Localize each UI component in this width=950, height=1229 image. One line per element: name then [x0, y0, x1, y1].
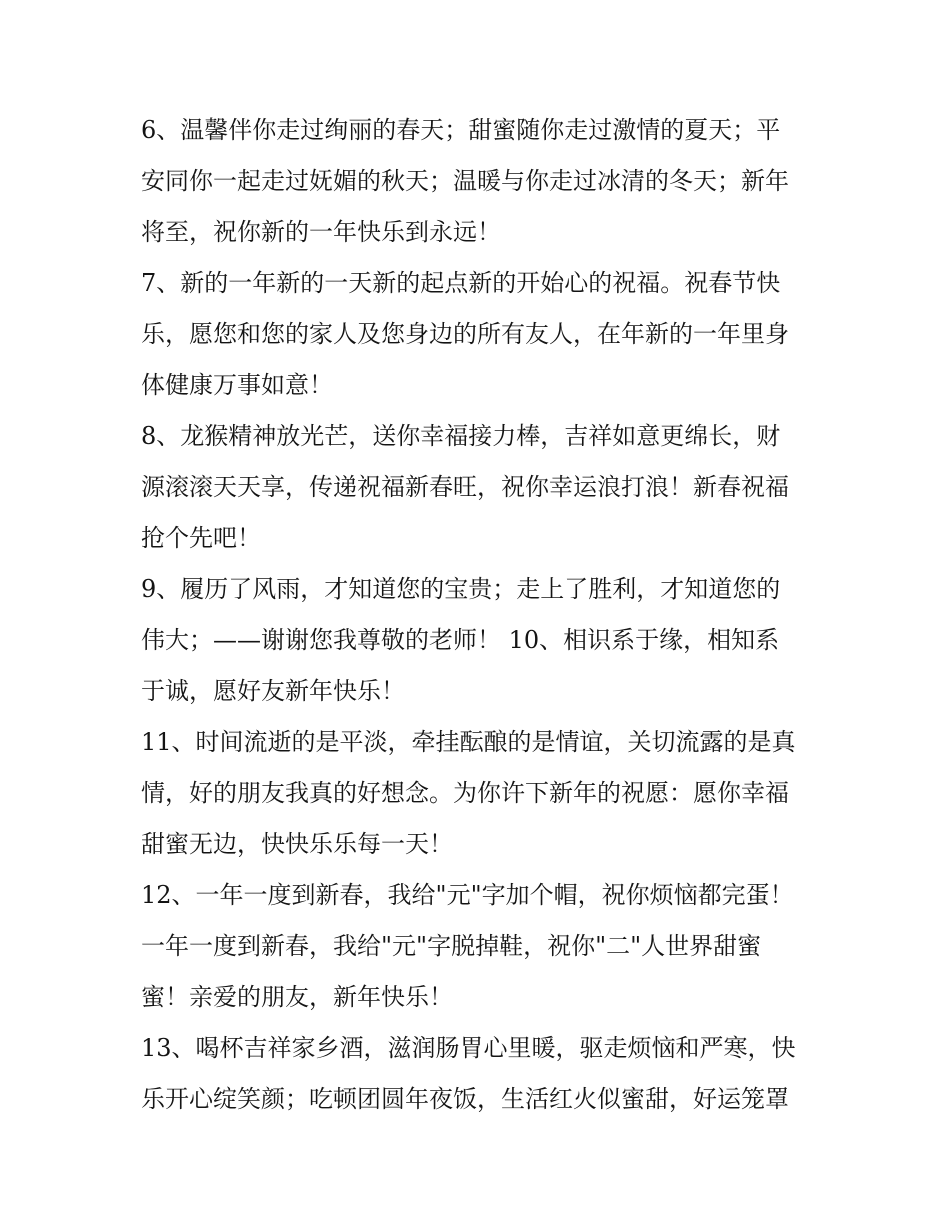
text-line: 9、履历了风雨，才知道您的宝贵；走上了胜利，才知道您的 — [141, 575, 781, 603]
text-line: 蜜！亲爱的朋友，新年快乐！ — [141, 983, 453, 1011]
text-line: 6、温馨伴你走过绚丽的春天；甜蜜随你走过激情的夏天；平 — [141, 116, 781, 144]
paragraph-6 — [141, 105, 817, 258]
text-line: 乐，愿您和您的家人及您身边的所有友人，在年新的一年里身 — [141, 320, 789, 348]
text-line: 安同你一起走过妩媚的秋天；温暖与你走过冰清的冬天；新年 — [141, 167, 789, 195]
text-line: 甜蜜无边，快快乐乐每一天！ — [141, 830, 453, 858]
text-line: 13、喝杯吉祥家乡酒，滋润肠胃心里暖，驱走烦恼和严寒，快 — [141, 1034, 796, 1062]
paragraph-11 — [141, 717, 817, 870]
text-line: 12、一年一度到新春，我给"元"字加个帽，祝你烦恼都完蛋！ — [141, 881, 794, 909]
text-line: 伟大；——谢谢您我尊敬的老师！ 10、相识系于缘，相知系 — [141, 626, 780, 654]
paragraph-8 — [141, 411, 817, 564]
paragraph-7 — [141, 258, 817, 411]
text-line: 8、龙猴精神放光芒，送你幸福接力棒，吉祥如意更绵长，财 — [141, 422, 781, 450]
text-line: 7、新的一年新的一天新的起点新的开始心的祝福。祝春节快 — [141, 269, 781, 297]
text-line: 将至，祝你新的一年快乐到永远！ — [141, 218, 501, 246]
paragraph-12 — [141, 870, 817, 1023]
text-line: 一年一度到新春，我给"元"字脱掉鞋，祝你"二"人世界甜蜜 — [141, 932, 762, 960]
text-line: 11、时间流逝的是平淡，牵挂酝酿的是情谊，关切流露的是真 — [141, 728, 796, 756]
text-line: 体健康万事如意！ — [141, 371, 333, 399]
paragraph-9 — [141, 564, 817, 717]
text-line: 情，好的朋友我真的好想念。为你许下新年的祝愿：愿你幸福 — [141, 779, 789, 807]
text-line: 乐开心绽笑颜；吃顿团圆年夜饭，生活红火似蜜甜，好运笼罩 — [141, 1085, 789, 1113]
paragraph-13 — [141, 1023, 817, 1125]
text-line: 于诚，愿好友新年快乐！ — [141, 677, 405, 705]
text-line: 抢个先吧！ — [141, 524, 261, 552]
document-body — [141, 105, 817, 1125]
text-line: 源滚滚天天享，传递祝福新春旺，祝你幸运浪打浪！新春祝福 — [141, 473, 789, 501]
